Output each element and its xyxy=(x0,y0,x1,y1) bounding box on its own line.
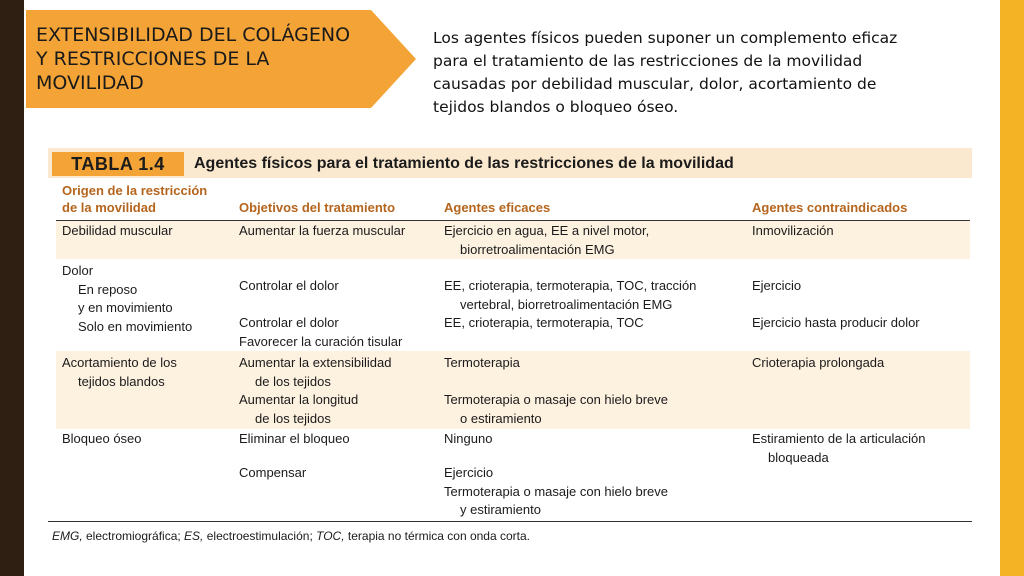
cell-text: Controlar el dolor xyxy=(239,315,339,330)
cell-effective xyxy=(444,277,696,333)
column-header-contra: Agentes contraindicados xyxy=(752,200,908,215)
cell-contra xyxy=(752,222,834,241)
cell-text: EE, crioterapia, termoterapia, TOC xyxy=(444,315,644,330)
cell-text: vertebral, biorretroalimentación EMG xyxy=(460,296,673,312)
cell-objectives xyxy=(239,222,405,241)
cell-effective xyxy=(444,354,520,373)
cell-contra xyxy=(752,277,801,296)
intro-line: causadas por debilidad muscular, dolor, acortamiento de xyxy=(433,75,877,93)
cell-objectives xyxy=(239,354,391,428)
cell-text: Termoterapia o masaje con hielo breve xyxy=(444,483,669,499)
cell-contra xyxy=(752,430,925,467)
column-header-origin-line: Origen de la restricción xyxy=(62,183,208,198)
intro-paragraph xyxy=(433,27,973,119)
cell-text: Dolor xyxy=(62,263,94,278)
cell-origin xyxy=(62,222,173,241)
cell-contra xyxy=(752,314,920,333)
cell-text: tejidos blandos xyxy=(78,373,165,389)
column-header-objectives: Objetivos del tratamiento xyxy=(239,200,396,215)
slide-title-line: MOVILIDAD xyxy=(36,72,144,94)
cell-text: Aumentar la longitud xyxy=(239,392,359,407)
cell-text: Termoterapia o masaje con hielo breve xyxy=(444,392,669,407)
cell-text: de los tejidos xyxy=(255,410,331,426)
cell-text: Debilidad muscular xyxy=(62,223,173,238)
slide-title-line: Y RESTRICCIONES DE LA xyxy=(36,48,270,70)
cell-text: Bloqueo óseo xyxy=(62,431,142,446)
table-title: Agentes físicos para el tratamiento de las restricciones de la movilidad xyxy=(194,155,734,172)
table-badge: TABLA 1.4 xyxy=(52,152,184,176)
cell-text: Ejercicio en agua, EE a nivel motor, xyxy=(444,223,650,238)
cell-text: Acortamiento de los xyxy=(62,355,177,370)
cell-text: Favorecer la curación tisular xyxy=(239,333,403,349)
cell-text: En reposo xyxy=(78,281,138,297)
cell-text: Aumentar la fuerza muscular xyxy=(239,223,406,238)
cell-text: Ninguno xyxy=(444,431,493,446)
cell-text: Solo en movimiento xyxy=(78,318,193,334)
cell-text: Compensar xyxy=(239,465,307,480)
cell-text: Crioterapia prolongada xyxy=(752,355,885,370)
cell-text: EE, crioterapia, termoterapia, TOC, tracción xyxy=(444,278,697,293)
cell-text: Termoterapia xyxy=(444,355,520,370)
cell-objectives xyxy=(239,430,350,449)
table-header-bar xyxy=(48,148,972,178)
cell-origin xyxy=(62,354,177,391)
cell-text: o estiramiento xyxy=(460,410,542,426)
slide-title-line: EXTENSIBILIDAD DEL COLÁGENO xyxy=(36,24,351,46)
intro-line: para el tratamiento de las restricciones de la movilidad xyxy=(433,52,863,70)
cell-text: Inmovilización xyxy=(752,223,834,238)
table-figure xyxy=(48,146,972,552)
slide-title xyxy=(36,23,376,95)
intro-line: Los agentes físicos pueden suponer un complemento eficaz xyxy=(433,29,898,47)
cell-text: Controlar el dolor xyxy=(239,278,339,293)
footnote-abbr: TOC, xyxy=(316,529,345,543)
column-header-effective: Agentes eficaces xyxy=(444,200,551,215)
footnote-text: terapia no térmica con onda corta. xyxy=(344,529,530,543)
cell-objectives xyxy=(239,314,402,351)
left-accent-bar xyxy=(0,0,24,576)
cell-text: biorretroalimentación EMG xyxy=(460,241,615,257)
footnote-abbr: ES, xyxy=(184,529,204,543)
cell-effective xyxy=(444,464,668,520)
right-accent-bar xyxy=(1000,0,1024,576)
column-header-origin xyxy=(62,182,207,216)
table-footnote xyxy=(52,529,530,543)
cell-text: Aumentar la extensibilidad xyxy=(239,355,392,370)
cell-text: y estiramiento xyxy=(460,502,541,517)
footnote-abbr: EMG, xyxy=(52,529,83,543)
cell-effective xyxy=(444,222,649,259)
cell-objectives xyxy=(239,277,339,296)
cell-effective xyxy=(444,391,668,428)
cell-text: Estiramiento de la articulación xyxy=(752,431,926,446)
intro-line: tejidos blandos o bloqueo óseo. xyxy=(433,98,679,116)
column-header-origin-line: de la movilidad xyxy=(62,200,156,215)
cell-text: y en movimiento xyxy=(78,300,173,315)
footer-rule xyxy=(48,521,972,522)
cell-text: Ejercicio xyxy=(752,278,802,293)
cell-origin xyxy=(62,262,192,336)
cell-text: de los tejidos xyxy=(255,373,331,389)
cell-effective xyxy=(444,430,492,449)
cell-text: Eliminar el bloqueo xyxy=(239,431,350,446)
cell-contra xyxy=(752,354,884,373)
cell-text: Ejercicio xyxy=(444,465,494,480)
cell-text: bloqueada xyxy=(768,449,829,465)
cell-origin xyxy=(62,430,142,449)
cell-text: Ejercicio hasta producir dolor xyxy=(752,315,920,330)
footnote-text: electromiográfica; xyxy=(82,529,185,543)
cell-objectives xyxy=(239,464,306,483)
footnote-text: electroestimulación; xyxy=(203,529,317,543)
title-arrow-box xyxy=(26,10,418,108)
